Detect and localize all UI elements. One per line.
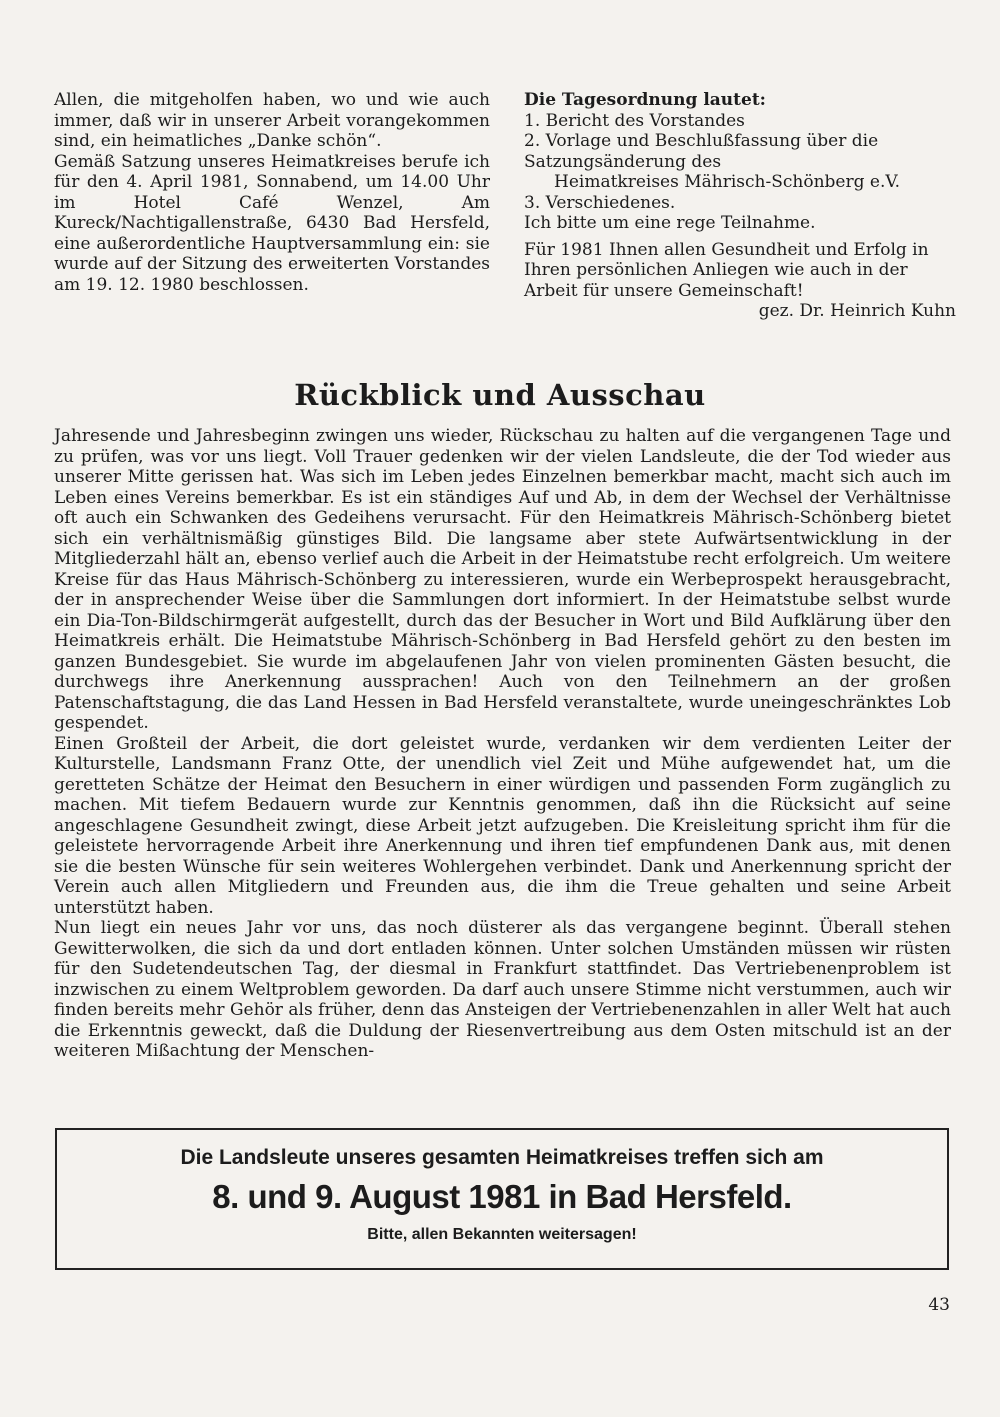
participation-request: Ich bitte um eine rege Teilnahme. xyxy=(524,213,816,233)
agenda-item: 1. Bericht des Vorstandes xyxy=(524,110,745,131)
article-body xyxy=(54,426,951,1062)
left-column xyxy=(54,90,490,295)
meeting-notice-box xyxy=(55,1128,949,1270)
article-paragraph: Einen Großteil der Arbeit, die dort geleistet wurde, verdanken wir dem verdienten Leiter der Kulturstelle, Landsmann Franz Otte, der unendlich viel Zeit und Mühe aufgewendet hat, um die geretteten Schätze der Heimat den Besuchern in einer würdigen und passenden Form zugänglich zu machen. Mit tiefem Bedauern wurde zur Kenntnis genommen, daß ihn die Rücksicht auf seine angeschlagene Gesundheit zwingt, diese Arbeit jetzt aufzugeben. Die Kreisleitung spricht ihm für die geleistete hervorragende Arbeit ihre Anerkennung und ihren tief empfundenen Dank aus, mit denen sie die besten Wünsche für sein weiteres Wohlergehen verbindet. Dank und Anerkennung spricht der Verein auch allen Mitgliedern und Freunden aus, die ihm die Treue gehalten und seine Arbeit unterstützt haben. xyxy=(54,733,951,918)
notice-date-location: 8. und 9. August 1981 in Bad Hersfeld. xyxy=(212,1178,792,1215)
new-year-greeting: Für 1981 Ihnen allen Gesundheit und Erfolg in Ihren persönlichen Anliegen wie auch in der Arbeit für unsere Gemeinschaft! xyxy=(524,239,929,301)
agenda-item: 3. Verschiedenes. xyxy=(524,192,676,213)
article-paragraph: Jahresende und Jahresbeginn zwingen uns wieder, Rückschau zu halten auf die vergangenen Tage und zu prüfen, was vor uns liegt. Voll Trauer gedenken wir der vielen Landsleute, die der Tod wieder aus unserer Mitte gerissen hat. Was sich im Leben jedes Einzelnen bemerkbar macht, macht sich auch im Leben eines Vereins bemerkbar. Es ist ein ständiges Auf und Ab, in dem der Wechsel der Verhältnisse oft auch ein Schwanken des Gedeihens verursacht. Für den Heimatkreis Mährisch-Schönberg bietet sich ein verhältnismäßig günstiges Bild. Die langsame aber stete Aufwärtsentwicklung in der Mitgliederzahl hält an, ebenso verlief auch die Arbeit in der Heimatstube recht erfolgreich. Um weitere Kreise für das Haus Mährisch-Schönberg zu interessieren, wurde ein Werbeprospekt herausgebracht, der in ansprechender Weise über die Sammlungen dort informiert. In der Heimatstube selbst wurde ein Dia-Ton-Bildschirmgerät aufgestellt, durch das der Besucher in Wort und Bild Aufklärung über den Heimatkreis erhält. Die Heimatstube Mährisch-Schönberg in Bad Hersfeld gehört zu den besten im ganzen Bundesgebiet. Sie wurde im abgelaufenen Jahr von vielen prominenten Gästen besucht, die durchwegs ihre Anerkennung aussprachen! Auch von den Teilnehmern an der großen Patenschaftstagung, die das Land Hessen in Bad Hersfeld veranstaltete, wurde uneingeschränktes Lob gespendet. xyxy=(54,426,951,733)
notice-intro: Die Landsleute unseres gesamten Heimatkreises treffen sich am xyxy=(180,1146,824,1169)
article-paragraph: Nun liegt ein neues Jahr vor uns, das noch düsterer als das vergangene beginnt. Überall stehen Gewitterwolken, die sich da und dort entladen können. Unter solchen Umständen müssen wir rüsten für den Sudetendeutschen Tag, der diesmal in Frankfurt stattfindet. Das Vertriebenenproblem ist inzwischen zu einem Weltproblem geworden. Da darf auch unsere Stimme nicht verstummen, auch wir finden bereits mehr Gehör als früher, denn das Ansteigen der Vertriebenenzahlen in aller Welt hat auch die Erkenntnis geweckt, daß die Duldung der Riesenvertreibung aus dem Osten mitschuld ist an der weiteren Mißachtung der Menschen- xyxy=(54,918,951,1061)
article-heading: Rückblick und Ausschau xyxy=(294,378,706,412)
left-paragraph-meeting-call: Gemäß Satzung unseres Heimatkreises berufe ich für den 4. April 1981, Sonnabend, um 14.00 Uhr im Hotel Café Wenzel, Am Kureck/Nachtigallenstraße, 6430 Bad Hersfeld, eine außerordentliche Hauptversammlung ein: sie wurde auf der Sitzung des erweiterten Vorstandes am 19. 12. 1980 beschlossen. xyxy=(54,151,490,295)
signature: gez. Dr. Heinrich Kuhn xyxy=(758,301,956,321)
agenda-item: Heimatkreises Mährisch-Schönberg e.V. xyxy=(554,172,901,192)
left-paragraph-thanks: Allen, die mitgeholfen haben, wo und wie auch immer, daß wir in unserer Arbeit vorangekommen sind, ein heimatliches „Danke schön“. xyxy=(54,90,490,151)
agenda-item: 2. Vorlage und Beschlußfassung über die Satzungsänderung des xyxy=(524,131,879,172)
agenda-title: Die Tagesordnung lautet: xyxy=(524,90,766,110)
notice-request: Bitte, allen Bekannten weitersagen! xyxy=(367,1226,637,1243)
page-number: 43 xyxy=(928,1295,950,1315)
right-column xyxy=(524,90,956,322)
